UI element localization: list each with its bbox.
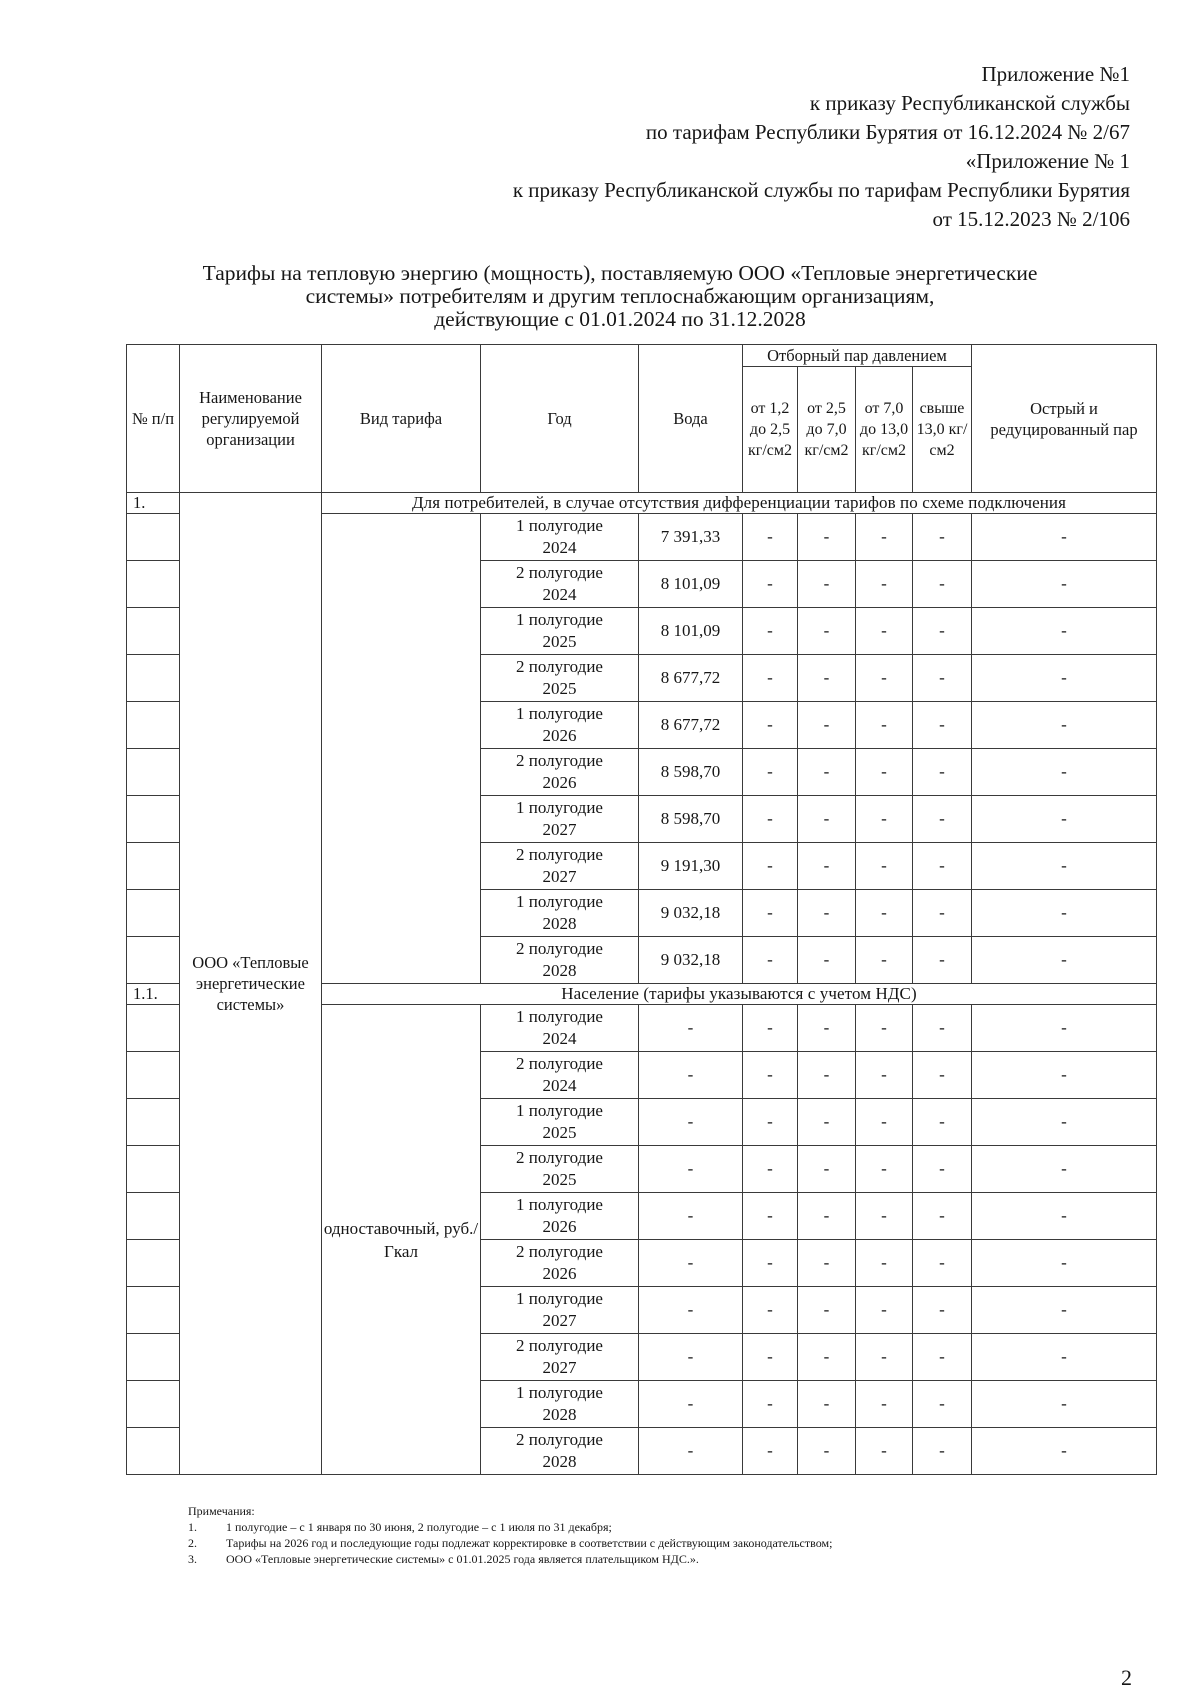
- steam-4-value: -: [913, 561, 972, 608]
- header-line: Приложение №1: [981, 62, 1130, 86]
- year-cell: [481, 1052, 639, 1099]
- steam-4-value: -: [913, 1240, 972, 1287]
- header-sharp-steam: Острый и редуцированный пар: [972, 345, 1157, 493]
- steam-4-value: -: [913, 655, 972, 702]
- section-number: 1.: [127, 493, 180, 514]
- steam-4-value: -: [913, 843, 972, 890]
- year-cell: [481, 796, 639, 843]
- steam-2-value: -: [798, 843, 856, 890]
- note-item: [188, 1535, 832, 1551]
- header-steam-3: от 7,0 до 13,0 кг/см2: [856, 367, 913, 493]
- water-value: -: [639, 1052, 743, 1099]
- year-cell: [481, 702, 639, 749]
- steam-3-value: -: [856, 1240, 913, 1287]
- steam-2-value: -: [798, 749, 856, 796]
- steam-2-value: -: [798, 655, 856, 702]
- water-value: 9 032,18: [639, 890, 743, 937]
- period-label: 1 полугодие: [516, 1101, 603, 1120]
- steam-4-value: -: [913, 608, 972, 655]
- steam-2-value: -: [798, 608, 856, 655]
- water-value: -: [639, 1428, 743, 1475]
- steam-2-value: -: [798, 796, 856, 843]
- steam-3-value: -: [856, 843, 913, 890]
- steam-3-value: -: [856, 1146, 913, 1193]
- note-number: 2.: [188, 1536, 197, 1550]
- steam-2-value: -: [798, 1193, 856, 1240]
- page-number: 2: [1121, 1665, 1132, 1690]
- row-number-cell: [127, 702, 180, 749]
- row-number-cell: [127, 937, 180, 984]
- steam-2-value: -: [798, 1146, 856, 1193]
- water-value: -: [639, 1287, 743, 1334]
- year-cell: [481, 608, 639, 655]
- period-label: 2 полугодие: [516, 939, 603, 958]
- steam-1-value: -: [743, 1381, 798, 1428]
- year-label: 2024: [542, 1029, 577, 1048]
- title-line: действующие с 01.01.2024 по 31.12.2028: [434, 307, 806, 331]
- water-value: 8 598,70: [639, 796, 743, 843]
- period-label: 2 полугодие: [516, 1242, 603, 1261]
- water-value: 9 191,30: [639, 843, 743, 890]
- water-value: 7 391,33: [639, 514, 743, 561]
- row-number-cell: [127, 890, 180, 937]
- header-steam-4: свыше 13,0 кг/см2: [913, 367, 972, 493]
- steam-2-value: -: [798, 514, 856, 561]
- sharp-steam-value: -: [972, 749, 1157, 796]
- year-label: 2028: [542, 1405, 577, 1424]
- header-line: «Приложение № 1: [965, 149, 1130, 173]
- water-value: 8 101,09: [639, 608, 743, 655]
- steam-4-value: -: [913, 1146, 972, 1193]
- steam-2-value: -: [798, 1099, 856, 1146]
- period-label: 1 полугодие: [516, 1007, 603, 1026]
- row-number-cell: [127, 1287, 180, 1334]
- steam-3-value: -: [856, 1381, 913, 1428]
- year-cell: [481, 1287, 639, 1334]
- section-row: [127, 493, 1157, 514]
- steam-1-value: -: [743, 655, 798, 702]
- row-number-cell: [127, 1099, 180, 1146]
- row-number-cell: [127, 1005, 180, 1052]
- sharp-steam-value: -: [972, 1287, 1157, 1334]
- steam-3-value: -: [856, 1099, 913, 1146]
- title-line: системы» потребителям и другим теплоснабжающим организациям,: [305, 284, 935, 308]
- year-cell: [481, 655, 639, 702]
- steam-3-value: -: [856, 890, 913, 937]
- steam-1-value: -: [743, 1146, 798, 1193]
- sharp-steam-value: -: [972, 890, 1157, 937]
- year-label: 2028: [542, 1452, 577, 1471]
- year-cell: [481, 1099, 639, 1146]
- steam-4-value: -: [913, 1334, 972, 1381]
- note-text: ООО «Тепловые энергетические системы» с 01.01.2025 года является плательщиком НДС.».: [226, 1552, 699, 1566]
- year-label: 2027: [542, 820, 577, 839]
- steam-4-value: -: [913, 514, 972, 561]
- water-value: -: [639, 1193, 743, 1240]
- steam-1-value: -: [743, 561, 798, 608]
- steam-3-value: -: [856, 749, 913, 796]
- year-label: 2026: [542, 726, 577, 745]
- steam-2-value: -: [798, 1334, 856, 1381]
- note-item: [188, 1519, 832, 1535]
- sharp-steam-value: -: [972, 1428, 1157, 1475]
- year-label: 2024: [542, 1076, 577, 1095]
- sharp-steam-value: -: [972, 1099, 1157, 1146]
- year-cell: [481, 1334, 639, 1381]
- water-value: 8 677,72: [639, 702, 743, 749]
- document-title: [120, 262, 1120, 331]
- steam-4-value: -: [913, 702, 972, 749]
- header-steam-1: от 1,2 до 2,5 кг/см2: [743, 367, 798, 493]
- steam-3-value: -: [856, 514, 913, 561]
- steam-2-value: -: [798, 1005, 856, 1052]
- note-item: [188, 1551, 832, 1567]
- row-number-cell: [127, 655, 180, 702]
- year-cell: [481, 561, 639, 608]
- section-label: Население (тарифы указываются с учетом НДС): [322, 984, 1157, 1005]
- header-line: к приказу Республиканской службы по тарифам Республики Бурятия: [512, 178, 1130, 202]
- steam-3-value: -: [856, 1052, 913, 1099]
- year-cell: [481, 1005, 639, 1052]
- row-number-cell: [127, 1381, 180, 1428]
- steam-3-value: -: [856, 608, 913, 655]
- sharp-steam-value: -: [972, 1193, 1157, 1240]
- period-label: 2 полугодие: [516, 1148, 603, 1167]
- steam-4-value: -: [913, 937, 972, 984]
- steam-1-value: -: [743, 514, 798, 561]
- note-number: 1.: [188, 1520, 197, 1534]
- year-cell: [481, 514, 639, 561]
- period-label: 1 полугодие: [516, 892, 603, 911]
- year-cell: [481, 843, 639, 890]
- period-label: 1 полугодие: [516, 1195, 603, 1214]
- sharp-steam-value: -: [972, 655, 1157, 702]
- header-tariff-type: Вид тарифа: [322, 345, 481, 493]
- steam-3-value: -: [856, 702, 913, 749]
- year-label: 2026: [542, 1217, 577, 1236]
- year-cell: [481, 1193, 639, 1240]
- water-value: -: [639, 1005, 743, 1052]
- sharp-steam-value: -: [972, 1381, 1157, 1428]
- sharp-steam-value: -: [972, 1334, 1157, 1381]
- row-number-cell: [127, 796, 180, 843]
- document-header: [513, 60, 1130, 234]
- sharp-steam-value: -: [972, 702, 1157, 749]
- header-line: от 15.12.2023 № 2/106: [932, 207, 1130, 231]
- row-number-cell: [127, 1334, 180, 1381]
- steam-4-value: -: [913, 1193, 972, 1240]
- steam-4-value: -: [913, 1052, 972, 1099]
- period-label: 1 полугодие: [516, 1289, 603, 1308]
- year-label: 2024: [542, 585, 577, 604]
- year-cell: [481, 749, 639, 796]
- sharp-steam-value: -: [972, 514, 1157, 561]
- steam-1-value: -: [743, 1240, 798, 1287]
- steam-4-value: -: [913, 1005, 972, 1052]
- section-label: Для потребителей, в случае отсутствия дифференциации тарифов по схеме подключения: [322, 493, 1157, 514]
- steam-3-value: -: [856, 1428, 913, 1475]
- header-org: Наименование регулируемой организации: [180, 345, 322, 493]
- steam-3-value: -: [856, 1005, 913, 1052]
- row-number-cell: [127, 608, 180, 655]
- tariff-type-cell: одноставочный, руб./Гкал: [322, 1005, 481, 1475]
- steam-2-value: -: [798, 702, 856, 749]
- period-label: 2 полугодие: [516, 845, 603, 864]
- year-cell: [481, 1240, 639, 1287]
- steam-1-value: -: [743, 702, 798, 749]
- header-num: № п/п: [127, 345, 180, 493]
- year-cell: [481, 1381, 639, 1428]
- row-number-cell: [127, 1146, 180, 1193]
- year-label: 2028: [542, 914, 577, 933]
- steam-1-value: -: [743, 1099, 798, 1146]
- year-cell: [481, 890, 639, 937]
- steam-1-value: -: [743, 843, 798, 890]
- note-text: 1 полугодие – с 1 января по 30 июня, 2 полугодие – с 1 июля по 31 декабря;: [226, 1520, 612, 1534]
- year-label: 2026: [542, 1264, 577, 1283]
- steam-4-value: -: [913, 1287, 972, 1334]
- steam-3-value: -: [856, 937, 913, 984]
- header-steam-group: Отборный пар давлением: [743, 345, 972, 367]
- period-label: 2 полугодие: [516, 751, 603, 770]
- header-line: к приказу Республиканской службы: [809, 91, 1130, 115]
- header-water: Вода: [639, 345, 743, 493]
- year-cell: [481, 937, 639, 984]
- sharp-steam-value: -: [972, 1240, 1157, 1287]
- water-value: 9 032,18: [639, 937, 743, 984]
- year-label: 2025: [542, 1170, 577, 1189]
- steam-2-value: -: [798, 1052, 856, 1099]
- steam-4-value: -: [913, 1428, 972, 1475]
- steam-1-value: -: [743, 937, 798, 984]
- sharp-steam-value: -: [972, 937, 1157, 984]
- tariff-table: [126, 344, 1157, 1475]
- sharp-steam-value: -: [972, 1052, 1157, 1099]
- notes-heading: Примечания:: [188, 1504, 255, 1518]
- year-label: 2027: [542, 867, 577, 886]
- steam-4-value: -: [913, 796, 972, 843]
- water-value: 8 101,09: [639, 561, 743, 608]
- steam-1-value: -: [743, 796, 798, 843]
- header-steam-2: от 2,5 до 7,0 кг/см2: [798, 367, 856, 493]
- water-value: -: [639, 1240, 743, 1287]
- notes: [188, 1503, 832, 1567]
- year-label: 2026: [542, 773, 577, 792]
- sharp-steam-value: -: [972, 561, 1157, 608]
- steam-4-value: -: [913, 749, 972, 796]
- steam-2-value: -: [798, 1381, 856, 1428]
- water-value: -: [639, 1334, 743, 1381]
- year-label: 2025: [542, 632, 577, 651]
- row-number-cell: [127, 561, 180, 608]
- year-label: 2025: [542, 679, 577, 698]
- sharp-steam-value: -: [972, 1005, 1157, 1052]
- sharp-steam-value: -: [972, 796, 1157, 843]
- water-value: 8 598,70: [639, 749, 743, 796]
- row-number-cell: [127, 749, 180, 796]
- steam-3-value: -: [856, 561, 913, 608]
- year-cell: [481, 1428, 639, 1475]
- period-label: 1 полугодие: [516, 1383, 603, 1402]
- steam-2-value: -: [798, 561, 856, 608]
- steam-1-value: -: [743, 1005, 798, 1052]
- header-line: по тарифам Республики Бурятия от 16.12.2024 № 2/67: [645, 120, 1130, 144]
- sharp-steam-value: -: [972, 608, 1157, 655]
- steam-1-value: -: [743, 749, 798, 796]
- year-cell: [481, 1146, 639, 1193]
- note-number: 3.: [188, 1552, 197, 1566]
- year-label: 2024: [542, 538, 577, 557]
- steam-2-value: -: [798, 937, 856, 984]
- sharp-steam-value: -: [972, 843, 1157, 890]
- sharp-steam-value: -: [972, 1146, 1157, 1193]
- row-number-cell: [127, 514, 180, 561]
- year-label: 2028: [542, 961, 577, 980]
- steam-1-value: -: [743, 1287, 798, 1334]
- steam-4-value: -: [913, 890, 972, 937]
- note-text: Тарифы на 2026 год и последующие годы подлежат корректировке в соответствии с действующим законодательством;: [226, 1536, 833, 1550]
- water-value: -: [639, 1381, 743, 1428]
- tariff-type-cell: [322, 514, 481, 984]
- steam-1-value: -: [743, 1052, 798, 1099]
- steam-1-value: -: [743, 608, 798, 655]
- row-number-cell: [127, 1193, 180, 1240]
- year-label: 2027: [542, 1358, 577, 1377]
- header-year: Год: [481, 345, 639, 493]
- row-number-cell: [127, 1240, 180, 1287]
- steam-3-value: -: [856, 1334, 913, 1381]
- row-number-cell: [127, 843, 180, 890]
- year-label: 2025: [542, 1123, 577, 1142]
- year-label: 2027: [542, 1311, 577, 1330]
- water-value: -: [639, 1099, 743, 1146]
- section-number: 1.1.: [127, 984, 180, 1005]
- water-value: -: [639, 1146, 743, 1193]
- steam-4-value: -: [913, 1381, 972, 1428]
- period-label: 1 полугодие: [516, 798, 603, 817]
- title-line: Тарифы на тепловую энергию (мощность), поставляемую ООО «Тепловые энергетические: [202, 261, 1038, 285]
- period-label: 1 полугодие: [516, 704, 603, 723]
- steam-1-value: -: [743, 890, 798, 937]
- steam-1-value: -: [743, 1334, 798, 1381]
- steam-1-value: -: [743, 1428, 798, 1475]
- period-label: 2 полугодие: [516, 1430, 603, 1449]
- period-label: 2 полугодие: [516, 1336, 603, 1355]
- period-label: 2 полугодие: [516, 1054, 603, 1073]
- steam-1-value: -: [743, 1193, 798, 1240]
- steam-3-value: -: [856, 655, 913, 702]
- row-number-cell: [127, 1428, 180, 1475]
- steam-2-value: -: [798, 1428, 856, 1475]
- steam-4-value: -: [913, 1099, 972, 1146]
- steam-2-value: -: [798, 1240, 856, 1287]
- water-value: 8 677,72: [639, 655, 743, 702]
- steam-3-value: -: [856, 1193, 913, 1240]
- steam-3-value: -: [856, 796, 913, 843]
- period-label: 1 полугодие: [516, 516, 603, 535]
- period-label: 2 полугодие: [516, 657, 603, 676]
- steam-2-value: -: [798, 1287, 856, 1334]
- steam-3-value: -: [856, 1287, 913, 1334]
- period-label: 2 полугодие: [516, 563, 603, 582]
- steam-2-value: -: [798, 890, 856, 937]
- row-number-cell: [127, 1052, 180, 1099]
- organization-name: ООО «Тепловые энергетические системы»: [180, 493, 322, 1475]
- period-label: 1 полугодие: [516, 610, 603, 629]
